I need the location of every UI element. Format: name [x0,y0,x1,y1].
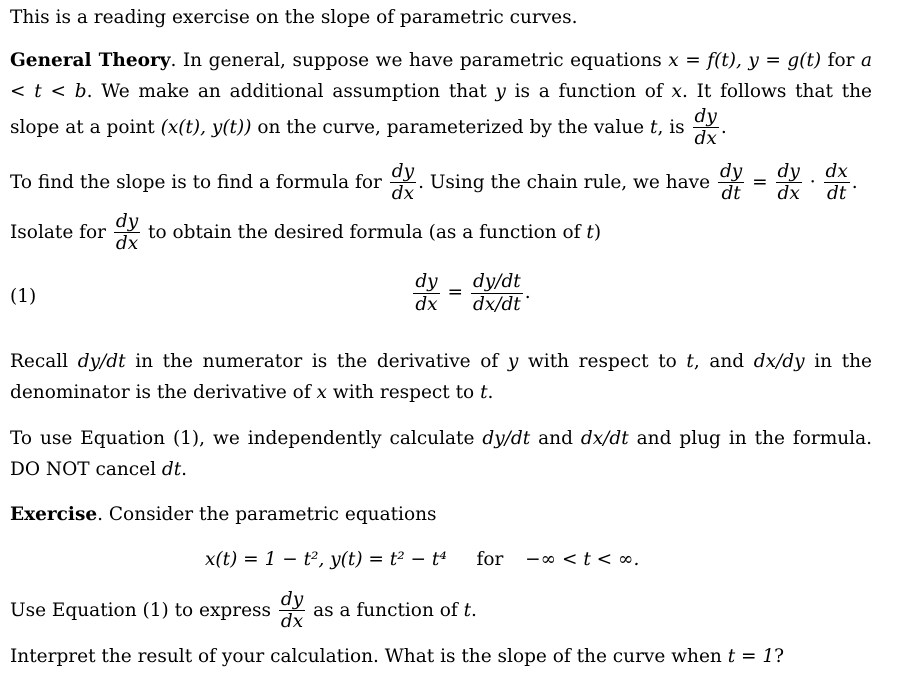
exercise-text: . Consider the parametric equations [97,504,437,525]
theory-text: . We make an additional assumption that [86,81,496,102]
parametric-equations: x = f(t), y = g(t) [668,50,822,71]
use-equation-paragraph [10,423,872,485]
parameter-range: −∞ < t < ∞. [525,549,640,570]
parameter-range: a < t < b [10,50,873,102]
theory-text: is a function of [505,81,672,102]
math-dy-dt: dy/dt [77,351,126,372]
use-text: . [181,459,188,480]
fraction-dy-dx: $\frac{dy}{dx}$ [694,106,717,150]
exercise-heading: Exercise [10,504,98,525]
express-text: . [471,599,477,621]
fraction-dy-dx: $\frac{dy}{dx}$ [415,271,438,315]
use-text: and plug in the formula. DO NOT cancel [10,428,872,480]
fraction-dy-dx: $\frac{dy}{dx}$ [391,161,415,205]
equation-end: . [524,282,531,303]
math-y: y [495,81,506,102]
isolate-text: ) [593,221,602,243]
theory-text: , is [657,116,691,138]
intro-text: This is a reading exercise on the slope of parametric curves. [10,7,578,28]
recall-text: with respect to [518,351,687,372]
express-text: as a function of [307,599,464,621]
theory-text: . [720,116,727,138]
fraction-dy-dx: $\frac{dy}{dx}$ [115,211,139,255]
interpret-text: ? [774,646,785,667]
interpret-text: Interpret the result of your calculation. What is the slope of the curve when [10,646,728,667]
math-t: t [463,599,472,621]
math-t: t [650,116,658,138]
equals-sign: = [752,171,768,193]
theory-text: . It follows that the slope at a point [10,81,872,138]
math-t: t [586,221,594,243]
theory-text: . In general, suppose we have parametric equations [170,50,669,71]
math-x: x [316,382,327,403]
theory-text: for [821,50,861,71]
express-line [10,590,872,632]
parametric-equations: x(t) = 1 − t², y(t) = t² − t⁴ [205,549,447,570]
interpret-line [10,641,872,672]
fraction-dy-dt: $\frac{dy}{dt}$ [719,161,743,205]
fraction-dy-dx: $\frac{dy}{dx}$ [777,161,800,205]
isolate-line [10,212,872,254]
math-x: x [671,81,682,102]
equals-sign: = [447,282,464,303]
recall-text: , and [693,351,754,372]
recall-text: in the numerator is the derivative of [125,351,508,372]
math-t: t [686,351,694,372]
chain-text: . [851,171,858,193]
recall-text: in the denominator is the derivative of [10,351,873,403]
dot-operator: · [809,171,816,193]
fraction-dy-dx: $\frac{dy}{dx}$ [280,589,304,633]
theory-text: on the curve, parameterized by the value [251,116,651,138]
fraction-dx-dt: $\frac{dx}{dt}$ [825,161,848,205]
chain-text: . Using the chain rule, we have [418,171,716,193]
recall-text: . [487,382,494,403]
chain-text: To find the slope is to find a formula for [10,171,388,193]
exercise-equations [205,544,805,575]
use-text: and [530,428,581,449]
math-dx-dt: dx/dt [580,428,629,449]
express-text: Use Equation (1) to express [10,599,277,621]
use-text: To use Equation (1), we independently calculate [10,428,483,449]
equation-1 [10,268,872,318]
math-y: y [507,351,519,372]
isolate-text: Isolate for [10,221,112,243]
isolate-text: to obtain the desired formula (as a function of [142,221,587,243]
math-dx-dy: dx/dy [753,351,805,372]
math-t: t [480,382,488,403]
math-dt: dt [161,459,182,480]
math-t-equals-1: t = 1 [727,646,775,667]
point-expression: (x(t), y(t)) [160,116,252,138]
recall-paragraph [10,346,872,408]
recall-text: with respect to [326,382,481,403]
exercise-paragraph [10,499,872,530]
for-word: for [476,549,504,570]
fraction-dydt-over-dxdt: $\frac{dy/dt}{dx/dt}$ [472,271,521,315]
math-dy-dt: dy/dt [482,428,531,449]
general-theory-paragraph [10,45,872,149]
general-theory-heading: General Theory [10,50,171,71]
chain-rule-line [10,162,872,204]
equation-label: (1) [10,286,37,307]
recall-text: Recall [10,351,78,372]
